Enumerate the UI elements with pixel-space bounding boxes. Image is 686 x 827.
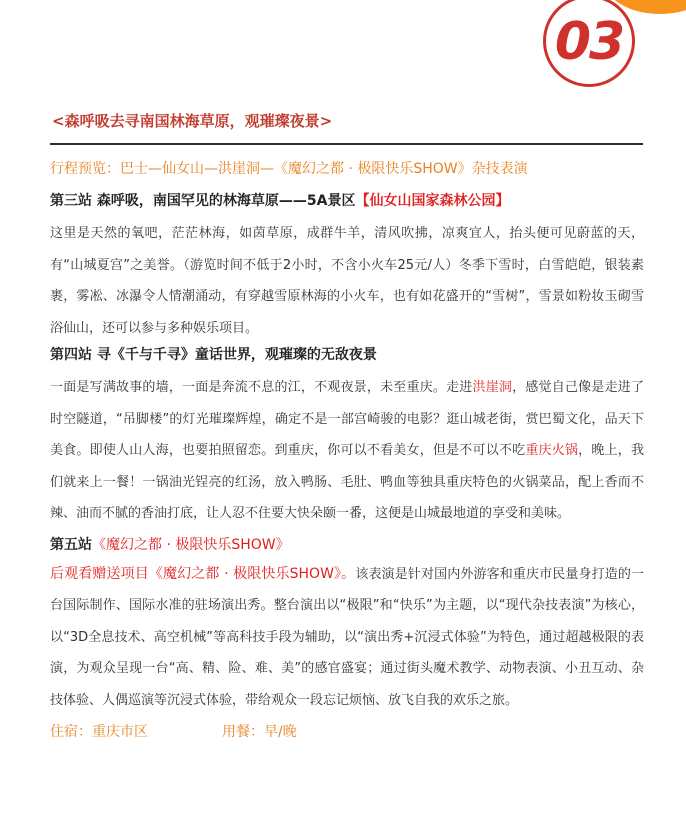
stop3-title — [50, 188, 644, 214]
stop5-gift-label: 后观看赠送项目《魔幻之都 · 极限快乐SHOW》。 — [50, 565, 356, 582]
section-divider — [50, 143, 643, 145]
stop4-text-2: ，感觉自己像是走进了时空隧道，“吊脚楼”的灯光璀璨辉煌，确定不是一部宫崎骏的电影？逛山城老街，赏巴蜀文化，品天下美食。即使人山人海，也要拍照留恋。到重庆，你可以不看美女，但是不可以不吃 — [50, 380, 644, 458]
stop4-description — [50, 372, 644, 530]
itinerary-content — [50, 157, 644, 744]
stop5-text: 该表演是针对国内外游客和重庆市民量身打造的一台国际制作、国际水准的驻场演出秀。整台演出以“极限”和“快乐”为主题，以“现代杂技表演”为核心，以“3D全息技术、高空机械”等高科技手段为辅助，以“演出秀+沉浸式体验”为特色，通过超越极限的表演，为观众呈现一台“高、精、险、难、美”的感官盛宴；通过街头魔术教学、动物表演、小丑互动、杂技体验、人偶巡演等沉浸式体验，带给观众一段忘记烦恼、放飞自我的欢乐之旅。 — [50, 566, 644, 708]
stop5-description — [50, 559, 644, 717]
day-number: 03 — [554, 12, 624, 72]
stop4-text-3: ，晚上，我们就来上一餐！一锅油光锃亮的红汤，放入鸭肠、毛肚、鸭血等独具重庆特色的火锅菜品，配上香而不辣、油而不腻的香油打底，让人忍不住要大快朵颐一番，这便是山城最地道的享受和美味。 — [50, 443, 644, 521]
stop4-text-1: 一面是写满故事的墙，一面是奔流不息的江，不观夜景，未至重庆。走进 — [50, 380, 473, 395]
stop4-highlight-hotpot: 重庆火锅 — [525, 443, 579, 458]
stop5-title-text: 第五站 — [50, 536, 92, 553]
stop3-title-text: 第三站 森呼吸，南国罕见的林海草原——5A景区 — [50, 193, 356, 209]
day-number-badge — [543, 0, 635, 87]
lodging-info: 住宿：重庆市区 — [50, 724, 148, 740]
stop5-title-highlight: 《魔幻之都 · 极限快乐SHOW》 — [92, 536, 290, 553]
stop3-title-highlight: 【仙女山国家森林公园】 — [355, 193, 510, 209]
stop4-title: 第四站 寻《千与千寻》童话世界，观璀璨的无敌夜景 — [50, 347, 377, 363]
stop3-description: 这里是天然的氧吧，茫茫林海，如茵草原，成群牛羊，清风吹拂，凉爽宜人，抬头便可见蔚蓝的天，有“山城夏宫”之美誉。（游览时间不低于2小时，不含小火车25元/人）冬季下雪时，白雪皑皑，银装素裹，雾凇、冰瀑令人情潮涌动，有穿越雪原林海的小火车，也有如花盛开的“雪树”，雪景如粉妆玉砌雪浴仙山，还可以参与多种娱乐项目。 — [50, 226, 644, 336]
stop4-highlight-hongyadong: 洪崖洞 — [472, 380, 513, 395]
stop5-title — [50, 532, 644, 558]
footer-info — [50, 720, 644, 744]
section-title: <森呼吸去寻南国林海草原，观璀璨夜景> — [52, 112, 333, 130]
itinerary-preview: 行程预览：巴士—仙女山—洪崖洞—《魔幻之都 · 极限快乐SHOW》杂技表演 — [50, 161, 528, 177]
meals-info: 用餐：早/晚 — [222, 724, 297, 740]
